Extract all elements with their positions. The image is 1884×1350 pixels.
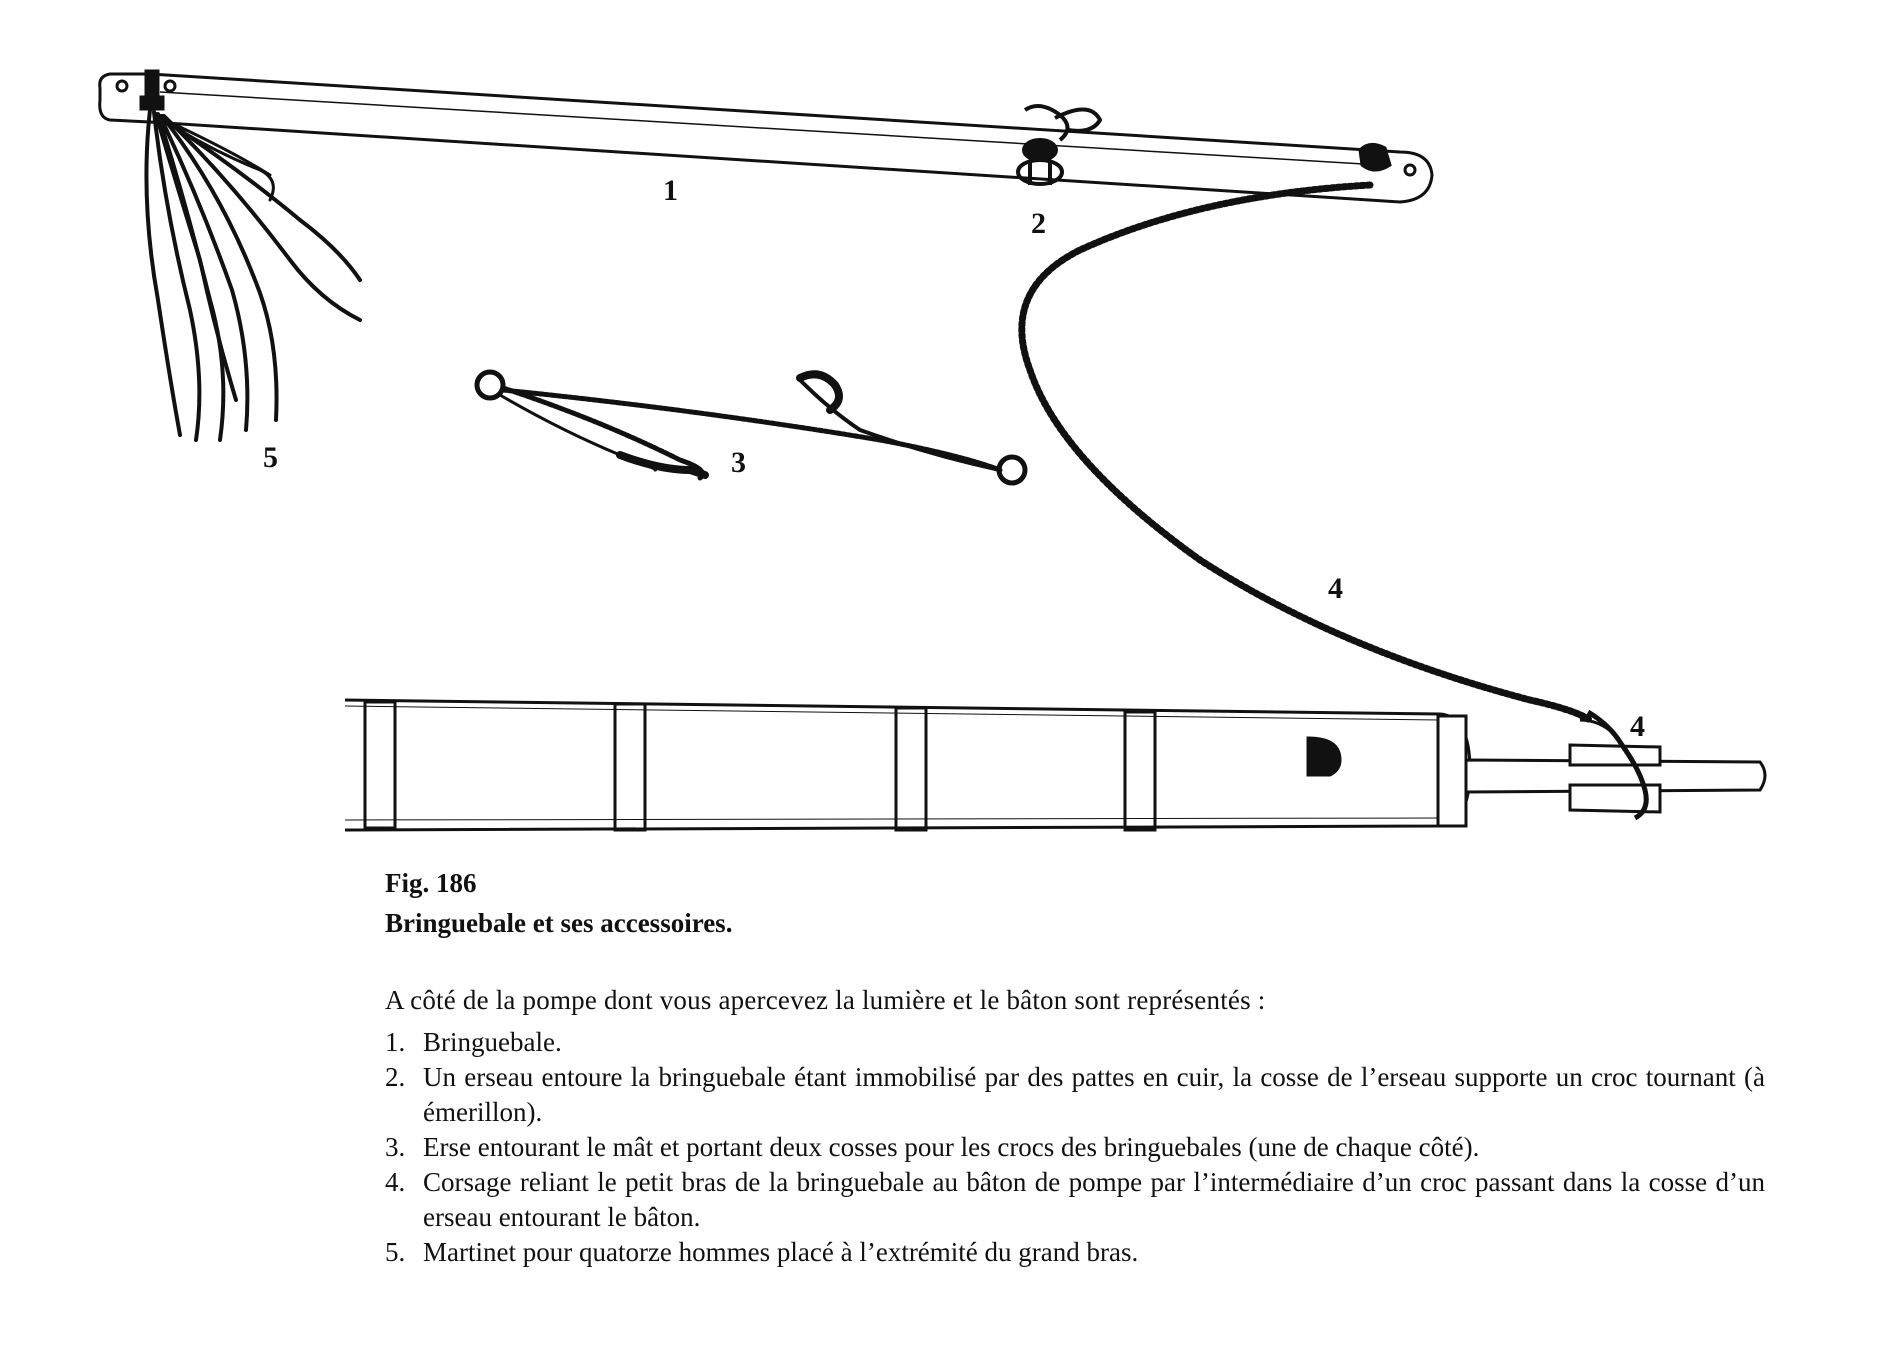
legend-item: 3. Erse entourant le mât et portant deux cosses pour les crocs des bringuebales (une de chaque côté). [385,1132,1480,1162]
pump-body [345,700,1470,830]
legend-list [385,1025,1765,1270]
legend-item: 1. Bringuebale. [385,1027,562,1057]
intro-paragraph: A côté de la pompe dont vous apercevez la lumière et le bâton sont représentés : [385,985,1266,1015]
erse-with-cosses [477,372,1025,483]
figure-title: Bringuebale et ses accessoires. [385,908,733,938]
corsage-rope [1022,185,1590,720]
lever-end-cleat [1360,144,1390,170]
martinet-tassel [146,110,360,440]
bringuebale-lever [100,74,1432,202]
label-4-stick: 4 [1630,710,1645,743]
figure-number: Fig. 186 [385,868,477,898]
label-4-rope: 4 [1328,572,1343,605]
label-1: 1 [663,174,678,207]
label-3: 3 [731,446,746,479]
label-2: 2 [1031,207,1046,240]
legend-item: 2. Un erseau entoure la bringuebale étant immobilisé par des pattes en cuir, la cosse de l’erseau supporte un croc tournant (à émerillon). [385,1062,1765,1127]
legend-item: 4. Corsage reliant le petit bras de la bringuebale au bâton de pompe par l’intermédiaire d’un croc passant dans la cosse d’un erseau entourant le bâton. [385,1167,1765,1232]
figure-caption [385,863,1765,1270]
legend-item: 5. Martinet pour quatorze hommes placé à l’extrémité du grand bras. [385,1237,1139,1267]
pump-stick [1466,745,1765,812]
label-5: 5 [263,441,278,474]
